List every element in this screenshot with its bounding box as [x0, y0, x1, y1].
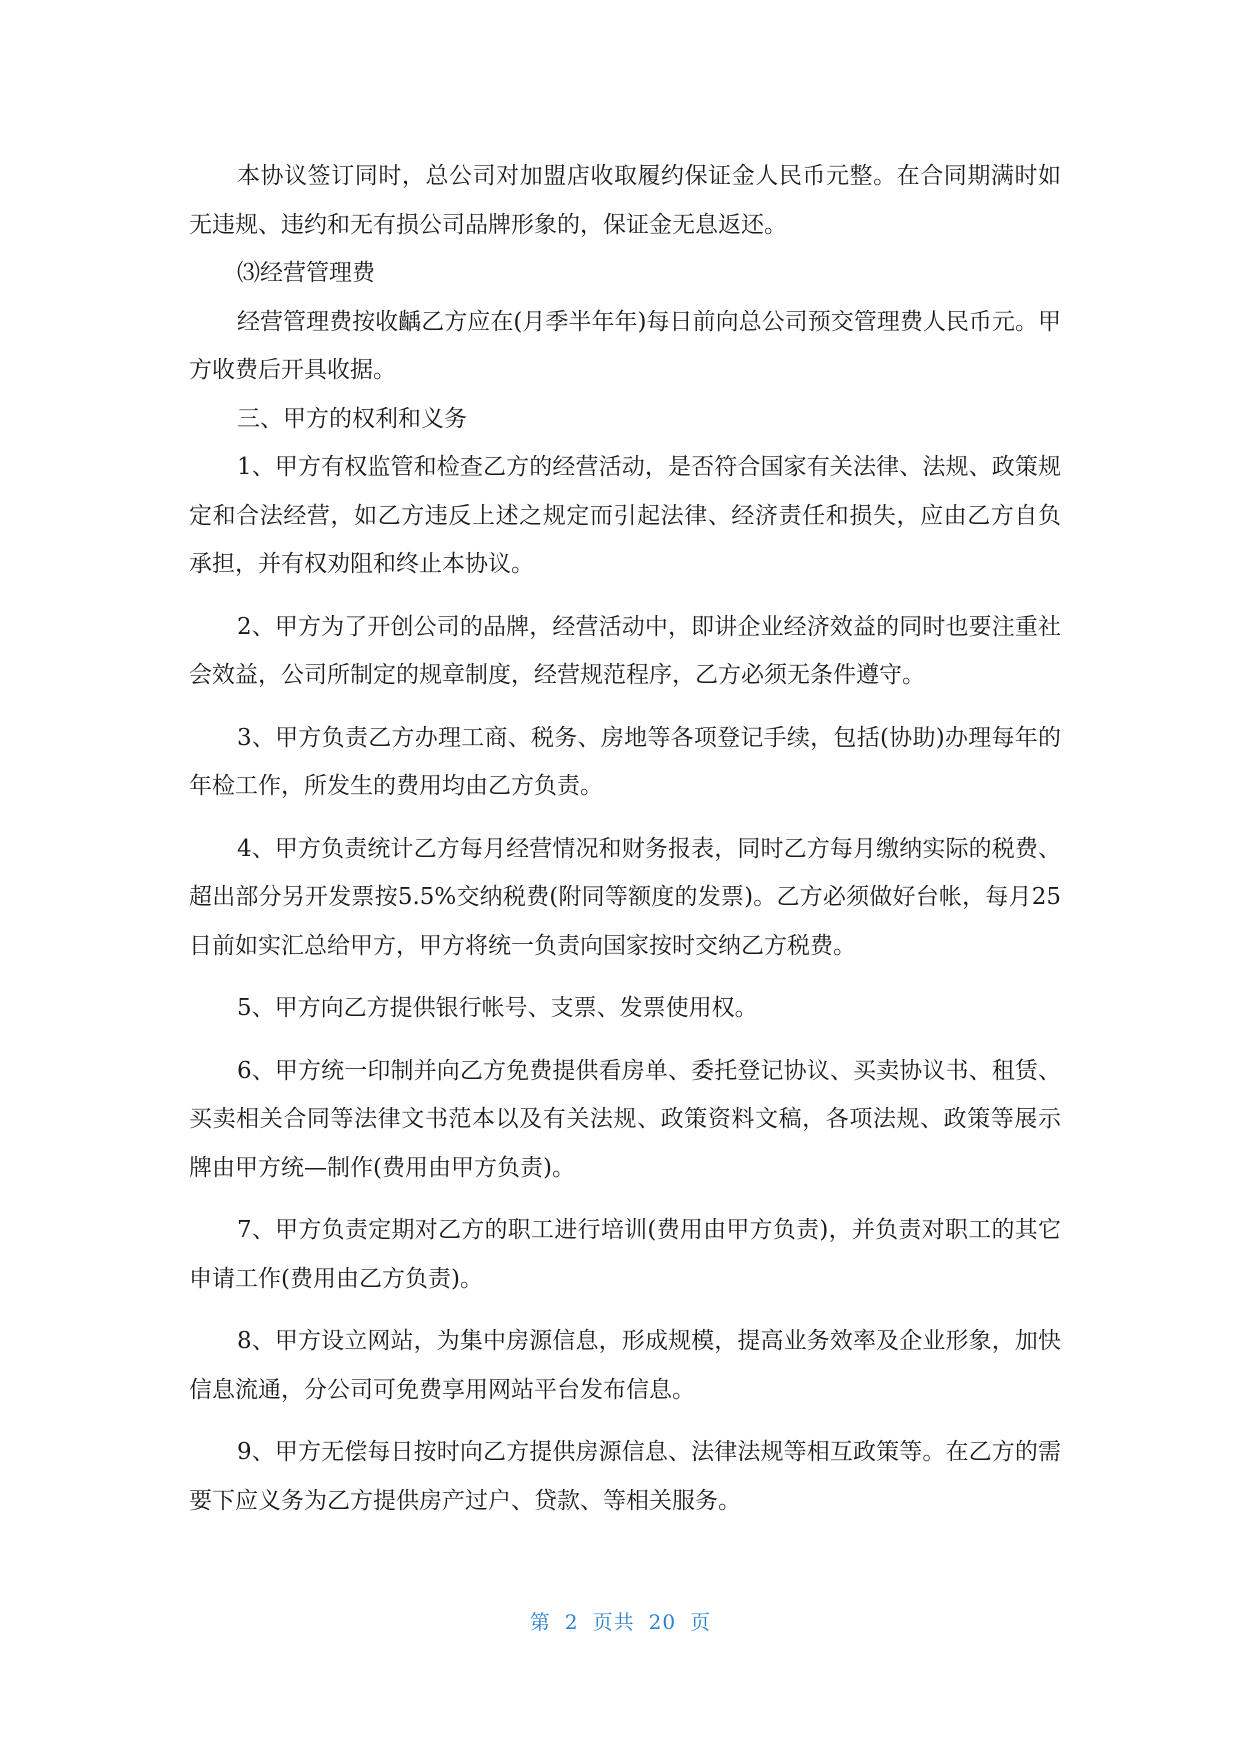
clause-9: 9、甲方无偿每日按时向乙方提供房源信息、法律法规等相互政策等。在乙方的需要下应义务为乙方提供房产过户、贷款、等相关服务。 — [189, 1439, 1061, 1514]
clause-8: 8、甲方设立网站，为集中房源信息，形成规模，提高业务效率及企业形象，加快信息流通，分公司可免费享用网站平台发布信息。 — [189, 1328, 1061, 1403]
current-page-number: 2 — [564, 1610, 579, 1634]
total-pages-number: 20 — [648, 1610, 677, 1634]
clause-1: 1、甲方有权监管和检查乙方的经营活动，是否符合国家有关法律、法规、政策规定和合法经营，如乙方违反上述之规定而引起法律、经济责任和损失，应由乙方自负承担，并有权劝阻和终止本协议。 — [189, 454, 1061, 577]
clause-5: 5、甲方向乙方提供银行帐号、支票、发票使用权。 — [237, 995, 758, 1021]
paragraph-management-fee: 经营管理费按收齲乙方应在(月季半年年)每日前向总公司预交管理费人民币元。甲方收费后开具收据。 — [189, 308, 1061, 383]
document-body — [189, 152, 1061, 1525]
footer-suffix: 页 — [690, 1610, 712, 1634]
page-number-footer — [0, 1606, 1241, 1635]
section-heading-rights-duties: 三、甲方的权利和义务 — [237, 405, 467, 432]
clause-7: 7、甲方负责定期对乙方的职工进行培训(费用由甲方负责)，并负责对职工的其它申请工作(费用由乙方负责)。 — [189, 1217, 1061, 1292]
heading-management-fee: ⑶经营管理费 — [237, 260, 375, 286]
clause-2: 2、甲方为了开创公司的品牌，经营活动中，即讲企业经济效益的同时也要注重社会效益，公司所制定的规章制度，经营规范程序，乙方必须无条件遵守。 — [189, 613, 1061, 688]
clause-6: 6、甲方统一印制并向乙方免费提供看房单、委托登记协议、买卖协议书、租赁、买卖相关合同等法律文书范本以及有关法规、政策资料文稿，各项法规、政策等展示牌由甲方统—制作(费用由甲方负责)。 — [189, 1057, 1061, 1181]
paragraph-deposit: 本协议签订同时，总公司对加盟店收取履约保证金人民币元整。在合同期满时如无违规、违约和无有损公司品牌形象的，保证金无息返还。 — [189, 163, 1061, 238]
clause-3: 3、甲方负责乙方办理工商、税务、房地等各项登记手续，包括(协助)办理每年的年检工作，所发生的费用均由乙方负责。 — [189, 724, 1061, 799]
footer-middle: 页共 — [592, 1610, 635, 1634]
clause-4: 4、甲方负责统计乙方每月经营情况和财务报表，同时乙方每月缴纳实际的税费、超出部分另开发票按5.5%交纳税费(附同等额度的发票)。乙方必须做好台帐，每月25日前如实汇总给甲方，甲方将统一负责向国家按时交纳乙方税费。 — [189, 835, 1061, 959]
footer-prefix: 第 — [529, 1610, 551, 1634]
